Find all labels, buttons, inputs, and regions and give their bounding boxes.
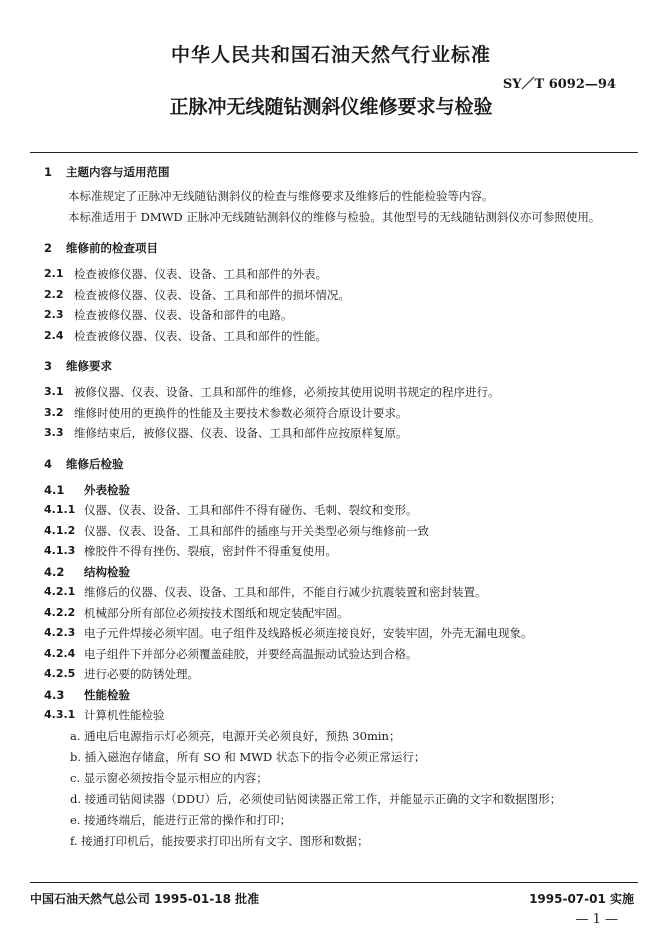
- document-title: 正脉冲无线随钻测斜仪维修要求与检验: [169, 96, 493, 118]
- page-number: — 1 —: [575, 912, 618, 927]
- list-item: 3.1 被修仪器、仪表、设备、工具和部件的维修，必须按其使用说明书规定的程序进行。: [44, 385, 500, 399]
- list-item: 4.1.1 仪器、仪表、设备、工具和部件不得有碰伤、毛刺、裂纹和变形。: [44, 503, 418, 517]
- list-item: 4.2.2 机械部分所有部位必须按技术图纸和规定装配牢固。: [44, 605, 349, 620]
- list-item: 2.4 检查被修仪器、仪表、设备、工具和部件的性能。: [44, 328, 327, 343]
- subsection-heading: 4.1 外表检验: [44, 482, 130, 497]
- section-heading: 4 维修后检验: [44, 456, 124, 471]
- list-item: 4.2.3 电子元件焊接必须牢固。电子组件及线路板必须连接良好，安装牢固，外壳无漏电现象。: [44, 626, 533, 640]
- sub-item: e. 接通终端后，能进行正常的操作和打印；: [70, 812, 292, 827]
- list-item: 4.3.1 计算机性能检验: [44, 708, 165, 722]
- footer-rule: [30, 882, 638, 883]
- list-item: 4.1.2 仪器、仪表、设备、工具和部件的插座与开关类型必须与维修前一致: [44, 523, 429, 538]
- paragraph: 本标准规定了正脉冲无线随钻测斜仪的检查与维修要求及维修后的性能检验等内容。: [68, 189, 494, 203]
- paragraph: 本标准适用于 DMWD 正脉冲无线随钻测斜仪的维修与检验。其他型号的无线随钻测斜仪亦可参照使用。: [68, 210, 601, 224]
- org-title: 中华人民共和国石油天然气行业标准: [170, 44, 491, 66]
- list-item: 2.1 检查被修仪器、仪表、设备、工具和部件的外表。: [44, 267, 327, 281]
- section-heading: 1 主题内容与适用范围: [44, 165, 170, 179]
- sub-item: a. 通电后电源指示灯必须亮，电源开关必须良好，预热 30min；: [70, 728, 401, 743]
- list-item: 2.3 检查被修仪器、仪表、设备和部件的电路。: [44, 308, 293, 322]
- list-item: 4.2.4 电子组件下并部分必须覆盖硅胶，并要经高温振动试验达到合格。: [44, 646, 418, 661]
- list-item: 3.3 维修结束后，被修仪器、仪表、设备、工具和部件应按原样复原。: [44, 426, 408, 440]
- implementation-date: 1995-07-01 实施: [529, 892, 634, 906]
- sub-item: b. 插入磁泡存储盒，所有 SO 和 MWD 状态下的指令必须正常运行；: [70, 749, 426, 764]
- subsection-heading: 4.2 结构检验: [44, 564, 130, 579]
- list-item: 3.2 维修时使用的更换件的性能及主要技术参数必须符合原设计要求。: [44, 405, 408, 420]
- list-item: 2.2 检查被修仪器、仪表、设备、工具和部件的损坏情况。: [44, 287, 350, 302]
- sub-item: c. 显示窗必须按指令显示相应的内容；: [70, 770, 268, 785]
- list-item: 4.1.3 橡胶件不得有挫伤、裂痕，密封件不得重复使用。: [44, 544, 337, 558]
- section-heading: 2 维修前的检查项目: [44, 241, 158, 255]
- document-body: [44, 162, 638, 852]
- standard-code: SY／T 6092—94: [502, 77, 616, 92]
- approval-note: 中国石油天然气总公司 1995-01-18 批准: [30, 892, 260, 906]
- sub-item: d. 接通司钻阅读器（DDU）后，必须使司钻阅读器正常工作，并能显示正确的文字和数据图形；: [70, 791, 562, 806]
- header-rule: [30, 152, 638, 153]
- sub-item: f. 接通打印机后，能按要求打印出所有文字、图形和数据；: [70, 833, 369, 848]
- subsection-heading: 4.3 性能检验: [44, 687, 130, 702]
- section-heading: 3 维修要求: [44, 359, 112, 373]
- list-item: 4.2.1 维修后的仪器、仪表、设备、工具和部件，不能自行减少抗震装置和密封装置。: [44, 585, 487, 599]
- list-item: 4.2.5 进行必要的防锈处理。: [44, 667, 199, 681]
